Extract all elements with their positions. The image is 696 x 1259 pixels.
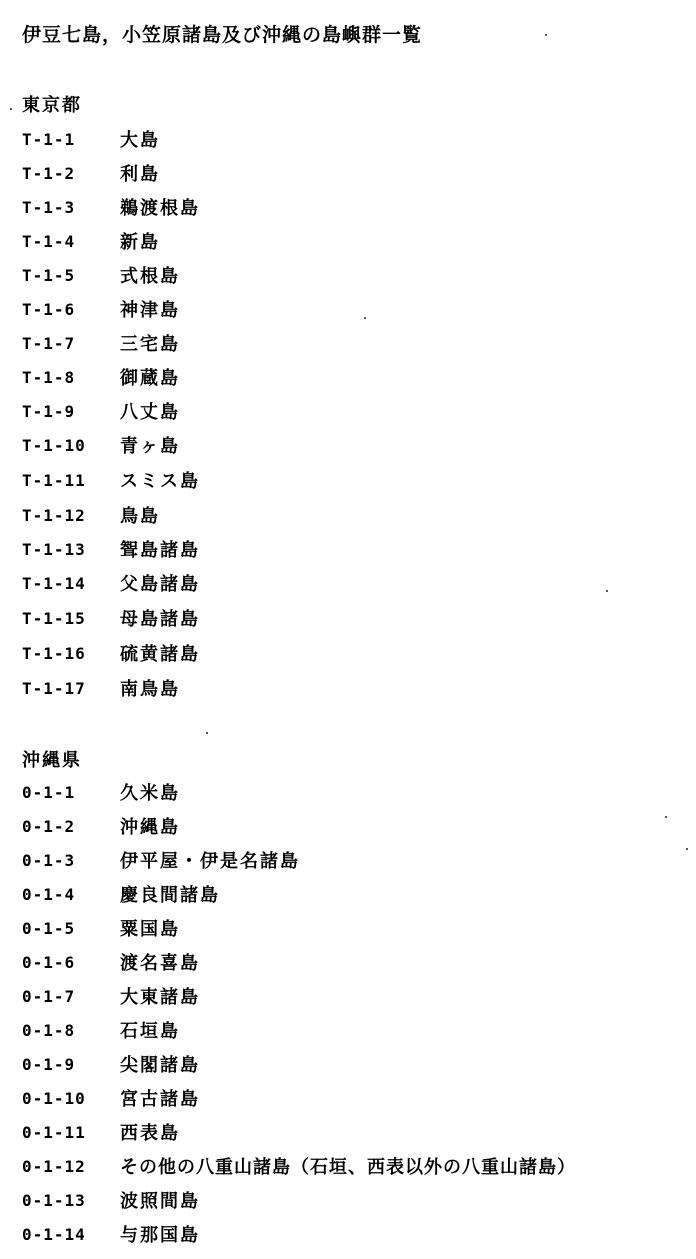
island-name: 与那国島 <box>120 1225 200 1246</box>
scan-speck <box>606 590 608 592</box>
island-name: 大島 <box>120 130 160 151</box>
island-name: 慶良間諸島 <box>120 885 220 906</box>
island-name: 三宅島 <box>120 334 180 355</box>
island-code: 0-1-13 <box>22 1190 86 1210</box>
island-code: T-1-15 <box>22 608 86 628</box>
island-code: 0-1-12 <box>22 1156 86 1176</box>
island-name: 西表島 <box>120 1123 180 1144</box>
island-name: 新島 <box>120 232 160 253</box>
island-name: 久米島 <box>120 783 180 804</box>
island-code: T-1-9 <box>22 401 76 421</box>
island-code: 0-1-11 <box>22 1122 86 1142</box>
island-name: 青ヶ島 <box>120 436 180 457</box>
island-name: 石垣島 <box>120 1021 180 1042</box>
island-name: 渡名喜島 <box>120 953 200 974</box>
island-code: T-1-1 <box>22 129 76 149</box>
island-name: 硫黄諸島 <box>120 644 200 665</box>
island-code: T-1-8 <box>22 367 76 387</box>
island-code: T-1-16 <box>22 643 86 663</box>
island-code: 0-1-3 <box>22 850 76 870</box>
island-name: 粟国島 <box>120 919 180 940</box>
island-name: 母島諸島 <box>120 609 200 630</box>
page-title: 伊豆七島，小笠原諸島及び沖縄の島嶼群一覧 <box>22 24 423 46</box>
island-name: 沖縄島 <box>120 817 180 838</box>
island-code: 0-1-1 <box>22 782 76 802</box>
island-code: T-1-4 <box>22 231 76 251</box>
island-name: 八丈島 <box>120 402 180 423</box>
island-name: 父島諸島 <box>120 574 200 595</box>
island-code: T-1-3 <box>22 197 76 217</box>
island-name: 聟島諸島 <box>120 540 200 561</box>
island-code: 0-1-4 <box>22 884 76 904</box>
island-code: 0-1-6 <box>22 952 76 972</box>
scan-speck <box>206 732 208 734</box>
island-code: 0-1-5 <box>22 918 76 938</box>
island-code: 0-1-9 <box>22 1054 76 1074</box>
island-code: 0-1-14 <box>22 1224 86 1244</box>
island-code: T-1-14 <box>22 573 86 593</box>
scan-speck <box>364 317 366 319</box>
island-code: T-1-13 <box>22 539 86 559</box>
island-code: 0-1-8 <box>22 1020 76 1040</box>
island-name: 御蔵島 <box>120 368 180 389</box>
scan-speck <box>665 816 667 818</box>
island-name: 鳥島 <box>120 506 160 527</box>
island-name: 尖閣諸島 <box>120 1055 200 1076</box>
island-code: 0-1-2 <box>22 816 76 836</box>
island-name: 大東諸島 <box>120 987 200 1008</box>
island-name: スミス島 <box>120 471 200 492</box>
section-heading-tokyo: 東京都 <box>22 95 82 116</box>
island-name: 宮古諸島 <box>120 1089 200 1110</box>
island-name: 南鳥島 <box>120 679 180 700</box>
island-code: T-1-11 <box>22 470 86 490</box>
island-code: T-1-12 <box>22 505 86 525</box>
island-code: 0-1-7 <box>22 986 76 1006</box>
island-name: 利島 <box>120 164 160 185</box>
island-code: T-1-10 <box>22 435 86 455</box>
scan-speck <box>686 848 688 850</box>
scan-speck <box>10 108 12 110</box>
island-name: 神津島 <box>120 300 180 321</box>
island-name: 式根島 <box>120 266 180 287</box>
section-heading-okinawa: 沖縄県 <box>22 750 82 771</box>
island-code: T-1-17 <box>22 678 86 698</box>
island-name: 伊平屋・伊是名諸島 <box>120 851 300 872</box>
island-code: T-1-7 <box>22 333 76 353</box>
scan-speck <box>545 34 547 36</box>
island-name: その他の八重山諸島（石垣、西表以外の八重山諸島） <box>120 1157 576 1178</box>
island-code: T-1-5 <box>22 265 76 285</box>
island-code: T-1-6 <box>22 299 76 319</box>
island-name: 波照間島 <box>120 1191 200 1212</box>
island-code: T-1-2 <box>22 163 76 183</box>
island-name: 鵜渡根島 <box>120 198 200 219</box>
island-code: 0-1-10 <box>22 1088 86 1108</box>
